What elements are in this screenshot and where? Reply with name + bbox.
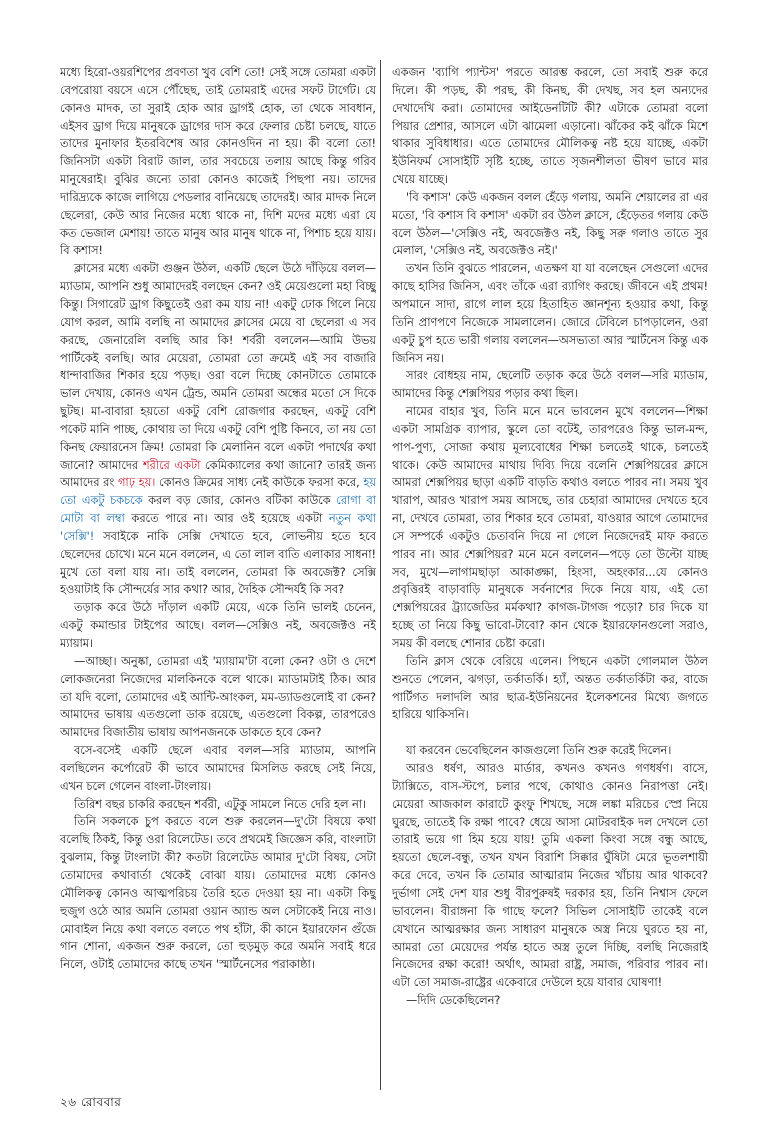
highlighted-text: গাঢ় হয়। bbox=[118, 476, 156, 490]
paragraph: তিরিশ বছর চাকরি করছেন শর্বরী, এটুকু সামলে নিতে দেরি হল না। bbox=[74, 797, 367, 811]
text-run: কোনও ক্রিমের সাধ্য নেই কাউকে ফরসা করে, bbox=[155, 476, 364, 490]
text-run: কেমিক্যালের কথা জানো? তারই জন্য আমাদের রং bbox=[60, 458, 376, 490]
paragraph bbox=[60, 260, 376, 599]
paragraph: —আচ্ছা। অনুষ্কা, তোমরা এই 'ম্যায়াম'টা বলো কেন? ওটা ও দেশে লোকজনেরা নিজেদের মালকিনকে বলে থাকে। ম্যাডামটাই ঠিক। আর তা যদি বলো, তোমাদের এই আন্টি-আংকল, মম-ড্যাডগুলোই বা কেন? আমাদের ভাষায় এতগুলো ডাক রয়েছে, এতগুলো বিকল্প, তারপরেও আমাদের বিজাতীয় ভাষায় আপনজনকে ডাকতে হবে কেন? bbox=[60, 654, 376, 740]
paragraph: একজন 'ব্যাগি প্যান্টস' পরতে আরম্ভ করলে, তো সবাই শুরু করে দিলে। কী পড়ছ, কী পরছ, কী কিনছ, কী দেখছ, সব হল অন্যদের দেখাদেখি করা। তোমাদের আইডেনটিটি কী? এটাকে তোমরা বলো পিয়ার প্রেশার, আসলে এটা ঝামেলা এড়ানো। ঝাঁকের কই ঝাঁকে মিশে থাকার সুবিধাধার। এতে তোমাদের মৌলিকত্ব নষ্ট হয়ে যাচ্ছে, একটা ইউনিফর্ম সোসাইটি সৃষ্টি হচ্ছে, তাতে সৃজনশীলতা ভীষণ ভাবে মার খেয়ে যাচ্ছে। bbox=[392, 66, 708, 187]
paragraph: আরও ধর্ষণ, আরও মার্ডার, কখনও কখনও গণধর্ষণ। বাসে, ট্যাক্সিতে, বাস-স্টপে, চলার পথে, কোথাও কোনও নিরাপত্তা নেই। মেয়েরা আজকাল কারাটে কুংফু শিখছে, সঙ্গে লঙ্কা মরিচের স্প্রে নিয়ে ঘুরছে, তাতেই কি রক্ষা পাবে? ধেয়ে আসা মোটরবাইক দল দেখলে তো তারাই ভয়ে গা হিম হয়ে যায়! তুমি একলা কিংবা সঙ্গে বন্ধু আছে, হয়তো ছেলে-বন্ধু, তখন যখন বিরাশি সিক্কার ঘুঁষিটা মেরে ভূতলশায়ী করে দেবে, তখন কি তোমার আত্মারাম নিজের খাঁচায় আর থাকবে? দুর্ভাগা সেই দেশ যার শুধু বীরপুরুষই দরকার হয়, তিনি নিশ্বাস ফেলে ভাবলেন। বীরাঙ্গনা কি গাছে ফলে? সিভিল সোসাইটি তাকেই বলে যেখানে আত্মরক্ষার জন্য সাধারণ মানুষকে অস্ত্র নিয়ে ঘুরতে হয় না, আমরা তো মেয়েদের পর্যন্ত হাতে অস্ত্র তুলে দিচ্ছি, বলছি নিজেরাই নিজেদের রক্ষা করো! অর্থাৎ, আমরা রাষ্ট্র, সমাজ, পরিবার পারব না। এটা তো সমাজ-রাষ্ট্রের একেবারে দেউলে হয়ে যাবার ঘোষণা! bbox=[392, 762, 708, 990]
right-column bbox=[392, 64, 708, 1084]
paragraph: তিনি সকলকে চুপ করতে বলে শুরু করলেন—দু'টো বিষয়ে কথা বলেছি ঠিকই, কিন্তু ওরা রিলেটেড। তবে প্রথমেই জিজ্ঞেস করি, বাংলাটা বুঝলাম, কিন্তু টাংলাটা কী? কতটা রিলেটেড আমার দু'টো বিষয়, সেটা তোমাদের কথাবার্তা থেকেই বোঝা যায়। তোমাদের মধ্যে কোনও মৌলিকত্ব কোনও আত্মপরিচয় তৈরি হতে দেওয়া হয় না। একটা কিছু হুজুগ ওঠে আর অমনি তোমরা ওয়ান অ্যান্ড অল সেটাকেই নিয়ে নাও। মোবাইল নিয়ে কথা বলতে বলতে পথ হাঁটা, কী কানে ইয়ারফোন গুঁজে গান শোনা, একজন শুরু করলে, তো হুড়মুড় করে অমনি সবাই ধরে নিলে, ওটাই তোমাদের কাছে তখন 'স্মার্টনেসের পরাকাষ্ঠা। bbox=[60, 815, 376, 972]
highlighted-text: নতুন কথা 'সেক্সি'! bbox=[60, 512, 376, 543]
paragraph: তিনি ক্লাস থেকে বেরিয়ে এলেন। পিছনে একটা গোলমাল উঠল শুনতে পেলেন, ঝগড়া, তর্কাতর্কি। হ্যাঁ, অন্তত তর্কাতর্কিটা কর, বাজে পার্টিগত দলাদলি আর ছাত্র-ইউনিয়নের ইলেকশনের মিথ্যে জগতে হারিয়ে থাকিসনি। bbox=[392, 654, 708, 722]
page-folio bbox=[60, 1094, 121, 1114]
highlighted-text: হয় তো একটু চকচকে bbox=[60, 476, 376, 508]
paragraph: তড়াক করে উঠে দাঁড়াল একটি মেয়ে, একে তিনি ভালই চেনেন, একটু কমান্ডার টাইপের আছে। বলল—সেক্সিও নই, অবজেক্টও নই ম্যায়াম। bbox=[60, 601, 376, 650]
paragraph: নামের বাহার খুব, তিনি মনে মনে ভাবলেন মুখে বললেন—শিক্ষা একটা সামগ্রিক ব্যাপার, স্কুলে তো বটেই, তারপরেও কিন্তু ভাল-মন্দ, পাপ-পুণ্য, সোজা কথায় মূল্যবোধের শিক্ষা চলতেই থাকে, চলতেই থাকে। কেউ আমাদের মাথায় দিব্যি দিয়ে বলেনি শেক্সপিয়রের ক্লাসে আমরা শেক্সপিয়র ছাড়া একটি বাড়তি কথাও বলতে পারব না। সময় খুব খারাপ, আরও খারাপ সময় আসছে, তার চেহারা আমাদের দেখতে হবে না, দেখবে তোমরা, তার শিকার হবে তোমরা, যাওয়ার আগে তোমাদের সে সম্পর্কে একটুও চেতাবনি দিয়ে না গেলে নিজেদেরই মাফ করতে পারব না। আর শেক্সপিয়র? মনে মনে বললেন—পড়ে তো উল্টো যাচ্ছ সব, মুখে—লাগামছাড়া আকাঙ্ক্ষা, হিংসা, অহংকার...যে কোনও প্রবৃত্তিরই বাড়াবাড়ি মানুষকে সর্বনাশের দিকে নিয়ে যায়, এই তো শেক্সপিয়রের ট্র্যাজেডির মর্মকথা? কাগজ-টাগজ পড়ো? চার দিকে যা হচ্ছে তা নিয়ে কিছু ভাবো-টাবো? কান থেকে ইয়ারফোনগুলো সরাও, সময় কী বলছে শোনার চেষ্টা করো। bbox=[392, 405, 708, 650]
paragraph: তখন তিনি বুঝতে পারলেন, এতক্ষণ যা যা বলেছেন সেগুলো এদের কাছে হাসির জিনিস, এবং তাঁকে এরা র‍্যাগিং করছে। জীবনে এই প্রথম! অপমানে সাদা, রাগে লাল হয়ে হিতাহিত জ্ঞানশূন্য হওয়ার কথা, কিন্তু তিনি প্রাণপণে নিজেকে সামলালেন। জোরে টেবিলে চাপড়ালেন, ওরা একটু চুপ হতে ভারী গলায় বললেন—অসভ্যতা আর স্মার্টনেস কিন্তু এক জিনিস নয়। bbox=[392, 262, 708, 365]
left-column bbox=[60, 64, 376, 1084]
page-number: ২৬ bbox=[60, 1095, 77, 1109]
paragraph: 'বি কশাস' কেউ একজন বলল হেঁড়ে গলায়, অমনি শেয়ালের রা এর মতো, 'বি কশাস বি কশাস' একটা রব উঠল ক্লাসে, হেঁড়েতর গলায় কেউ বলে উঠল—'সেক্সিও নই, অবজেক্টও নই, কিছু সরু গলাও তাতে সুর মেলাল, 'সেক্সিও নই, অবজেক্টও নই।' bbox=[392, 190, 708, 258]
text-run: ক্লাসের মধ্যে একটা গুঞ্জন উঠল, একটি ছেলে উঠে দাঁড়িয়ে বলল—ম্যাডাম, আপনি শুধু আমাদেরই বলছেন কেন? ওই মেয়েগুলো মহা বিচ্ছু কিন্তু। সিগারেট ড্রাগ কিছুতেই ওরা কম যায় না! একটু ঢোক গিলে নিয়ে যোগ করল, আমি বলছি না আমাদের ক্লাসের মেয়ে বা ছেলেরা এ সব করছে, জেনারেলি বলছি আর কি! শর্বরী বললেন—আমি উভয় পার্টিকেই বলছি। আর মেয়েরা, তোমরা তো ক্রমেই এই সব বাজারি ধান্দাবাজির শিকার হয়ে পড়ছ। ওরা বলে দিচ্ছে কোনটাতে তোমাকে ভাল দেখায়, কোনও এখন ট্রেন্ড, অমনি তোমরা অন্ধের মতো সে দিকে ছুটছ। মা-বাবারা হয়তো একটু বেশি রোজগার করছেন, একটু বেশি পকেট মানি পাচ্ছ, কোথায় তা দিয়ে একটু বেশি পুষ্টি কিনবে, তা নয় তো কিনছ ফেয়ারনেস ক্রিম! তোমরা কি মেলানিন বলে একটা পদার্থের কথা জানো? আমাদের bbox=[60, 262, 376, 472]
text-run: করল বড় জোর, কোনও বটিকা কাউকে bbox=[142, 494, 337, 508]
paragraph: বসে-বসেই একটি ছেলে এবার বলল—সরি ম্যাডাম, আপনি বলছিলেন কর্পোরেট কী ভাবে আমাদের মিসলিড করছে সেই নিয়ে, এখন চলে গেলেন বাংলা-টাংলায়। bbox=[60, 744, 376, 793]
paragraph: —দিদি ডেকেছিলেন? bbox=[406, 994, 501, 1008]
highlighted-text: রোগা বা মোটা বা লম্বা bbox=[60, 494, 376, 526]
paragraph: সারং বোধহয় নাম, ছেলেটি তড়াক করে উঠে বলল—সরি ম্যাডাম, আমাদের কিন্তু শেক্সপিয়র পড়ার কথা ছিল। bbox=[392, 369, 708, 401]
text-run: করতে পারে না। আর ওই হয়েছে একটা bbox=[124, 512, 329, 526]
highlighted-text: শরীরে একটা bbox=[142, 458, 201, 472]
paragraph: যা করবেন ভেবেছিলেন কাজগুলো তিনি শুরু করেই দিলেন। bbox=[406, 744, 672, 758]
text-run: সবাইকে নাকি সেক্সি দেখাতে হবে, লোভনীয় হতে হবে ছেলেদের চোখে। মনে মনে বললেন, এ তো লাল বাতি এলাকার সাধনা! মুখে তো বলা যায় না। তাই বললেন, তোমরা কি অবজেক্ট? সেক্সি হওয়াটাই কি সৌন্দর্যের সার কথা? আর, দৈহিক সৌন্দর্যই কি সব? bbox=[60, 529, 376, 597]
paragraph: মধ্যে হিরো-ওয়রশিপের প্রবণতা খুব বেশি তো! সেই সঙ্গে তোমরা একটা বেপরোয়া বয়সে এসে পৌঁছেছ, তাই তোমরাই এদের সফট টার্গেট। যে কোনও মাদক, তা সুরাই হোক আর ড্রাগই হোক, তা থেকে সাবধান, এইসব ড্রাগ দিয়ে মানুষকে ড্রাগের দাস করে ফেলার চেষ্টা চলছে, যাতে তাদের মুনাফার ইতরবিশেষ আর কোনওদিন না হয়। কী বলো তো! জিনিসটা একটা বিরাট জাল, তার সবচেয়ে তলায় আছে কিন্তু গরিব মানুষেরাই। বুঝির জন্যে তারা কোনও কাজেই পিছপা নয়। তাদের দারিদ্র্যকে কাজে লাগিয়ে পেডলার বানিয়েছে তাদেরই। আর মাদক নিলে ছেলেরা, কেউ আর নিজের মধ্যে থাকে না, দিশি মদের মধ্যে এরা যে কত ভেজাল মেশায়! তাতে মানুষ আর মানুষ থাকে না, পিশাচ হয়ে যায়। বি কশাস! bbox=[60, 66, 376, 258]
magazine-name: রোববার bbox=[80, 1095, 122, 1109]
column-divider bbox=[380, 60, 381, 1090]
